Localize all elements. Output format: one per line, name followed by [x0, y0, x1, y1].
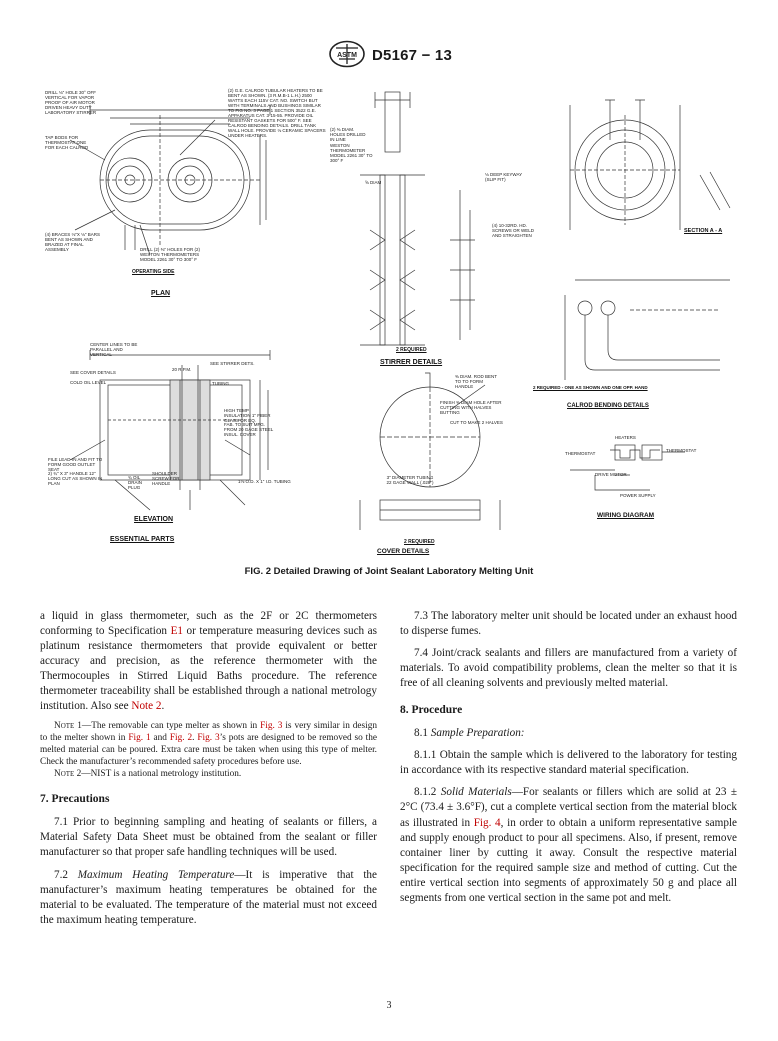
figure-caption: FIG. 2 Detailed Drawing of Joint Sealant Laboratory Melting Unit: [244, 566, 534, 577]
note-finish: FINISH ⅜ DIAM HOLE AFTER CUTTING WITH HALVES BUTTING: [440, 400, 502, 415]
note-see-stirrer: SEE STIRRER DETS.: [210, 361, 255, 366]
note-fab: FAB. TO SUIT MFG. FROM 20 GAGE STEEL INSUL. COVER: [224, 422, 274, 437]
note-2: Note 2—NIST is a national metrology institution.: [54, 769, 242, 780]
title-calrod-bending: CALROD BENDING DETAILS: [567, 403, 649, 409]
label-thermostat-left: THERMOSTAT: [565, 451, 596, 456]
note-1: Note 1—The removable can type melter as shown in Fig. 3 is very similar in design to the melter shown in Fig. 1 and Fig. 2. Fig. 3’s pots are designed to be removed so the melted material can be poured. Extra care must be taken when using this type of melter. Check the manufacturer’s recommended safety procedures before use.: [40, 721, 378, 768]
paragraph-7-4: 7.4 Joint/crack sealants and fillers are manufactured from a variety of materials. To avoid compatibility problems, clean the melter so that it is free of all cleaning solvents and previously melted material.: [400, 647, 737, 690]
svg-text:ASTM: ASTM: [337, 52, 357, 59]
link-fig-2[interactable]: Fig. 2: [169, 733, 193, 744]
note-shoulder: SHOULDER SCREW FOR HANDLE: [152, 471, 180, 486]
paragraph-8-1-2: 8.1.2 Solid Materials—For sealants or fillers which are solid at 23 ± 2°C (73.4 ± 3.6°F), cut a complete vertical section from the material block as illustrated in Fig. 4, in order to obtain a uniform representative sample and supply enough product to pour all specimens. Also, if present, remove container liner by cutting it away. Consult the respective material specification for the required sample size and method of cutting. Cut the entire vertical section into segments of approximately 50 g and place all segments from one vertical section in the same pot and melt.: [400, 786, 737, 904]
note-see-cover: SEE COVER DETAILS: [70, 370, 116, 375]
note-braces: (4) BRACES ⅛"X ⅛" BARS BENT AS SHOWN AND BRAZED AT FINAL ASSEMBLY: [45, 232, 100, 252]
link-e1[interactable]: E1: [170, 625, 183, 638]
title-essential-parts: ESSENTIAL PARTS: [110, 536, 175, 543]
note-drain: ¾ OIL DRAIN PLUG: [128, 475, 143, 490]
label-power-supply: POWER SUPPLY: [620, 493, 656, 498]
paragraph-thermometer: a liquid in glass thermometer, such as the 2F or 2C thermometers conforming to Specification E1 or temperature measuring devices such as platinum resistance thermometers that provide equivalent or better accuracy and precision, as the reference thermometer with the Thermocouples in Stirred Liquid Baths procedure. The reference thermometer traceability shall be established through a national metrology institution. Also see Note 2.: [40, 610, 377, 713]
note-rpm: 20 R.P.M.: [172, 367, 192, 372]
paragraph-7-3: 7.3 The laboratory melter unit should be located under an exhaust hood to disperse fumes.: [400, 610, 737, 638]
title-cover-required: 2 REQUIRED: [404, 539, 435, 545]
paragraph-7-2: 7.2 Maximum Heating Temperature—It is imperative that the manufacturer’s maximum heating temperatures be obtained for the material to be evaluated. The temperature of the material must not exceed the maximum heating temperature.: [40, 868, 377, 926]
link-note-2[interactable]: Note 2: [131, 700, 162, 713]
note-od-tubing: 1⅛ O.D. X 1" I.D. TUBING: [238, 479, 291, 484]
note-rod-bent: ⅜ DIAM. ROD BENT TO TO FORM HANDLE: [455, 374, 497, 389]
page-header: [0, 40, 778, 80]
right-column: [400, 609, 737, 906]
stirrer-view: [360, 92, 475, 345]
note-center-lines: CENTER LINES TO BE PARALLEL AND VERTICAL: [90, 342, 138, 357]
note-weston: WESTON THERMOMETER MODEL 2261 30° TO 300° F: [330, 143, 373, 163]
title-stirrer-details: STIRRER DETAILS: [380, 359, 443, 366]
paragraph-7-1: 7.1 Prior to beginning sampling and heating of sealants or fillers, a Material Safety Data Sheet must be obtained from the sealant or filler manufacturer so that proper safe handling techniques will be used.: [40, 816, 377, 859]
section-aa-view: [570, 100, 730, 230]
title-wiring-diagram: WIRING DIAGRAM: [597, 512, 655, 519]
page-number: 3: [386, 1000, 392, 1011]
designation: D5167 − 13: [372, 47, 452, 64]
title-calrod-required: 2 REQUIRED - ONE AS SHOWN AND ONE OPP. HAND: [533, 385, 648, 390]
note-keyway: ⅛ DEEP KEYWAY (SLIP FIT): [485, 172, 523, 182]
cover-view: [360, 373, 500, 530]
paragraph-8-1: 8.1 Sample Preparation:: [414, 727, 525, 740]
note-calrod-heaters: (2) G.E. CALROD TUBULAR HEATERS TO BE BENT AS SHOWN. (3 R.M.B-1 L.H.) 2500 WATTS EACH 115V CAT. NO. SWITCH BUT WITH TERMINALS AND BUSHINGS SIMILAR TO FIG NO. 3 PAGE 1 SECTION 3522 G.E. APPARATUS CAT. 3-15-55. PROVIDE OIL RESISTANT GASKETS FOR 500° F. SEE CALROD BENDING DETAILS. DRILL TANK WALL HOLE. PROVIDE ⅛ CERAMIC SPACERS UNDER HEATERS.: [228, 88, 326, 138]
note-tap-bods: TAP BODS FOR THERMOSTAT ONE FOR EACH CALROD: [45, 135, 89, 150]
note-tubing-dia: 3" DIAMETER TUBING 22 GAGE WALL (.028"): [386, 475, 434, 485]
title-cover-details: COVER DETAILS: [377, 548, 430, 555]
note-cold-oil: COLD OIL LEVEL: [70, 380, 107, 385]
technical-drawing: [30, 80, 748, 560]
title-section-aa: SECTION A - A: [684, 228, 723, 234]
paragraph-8-1-1: 8.1.1 Obtain the sample which is delivered to the laboratory for testing in accordance with its respective standard material specification.: [400, 749, 737, 777]
label-heaters: HEATERS: [615, 435, 636, 440]
link-fig-1[interactable]: Fig. 1: [128, 733, 151, 744]
note-cut-halves: CUT TO MAKE 2 HALVES: [450, 420, 503, 425]
note-handle: 2) ¾" X 3" HANDLE 12" LONG CUT AS SHOWN IN PLAN: [48, 471, 103, 486]
label-drive-motor: DRIVE MOTOR: [595, 472, 627, 477]
title-operating-side: OPERATING SIDE: [132, 269, 175, 275]
note-file-lead: FILE LEAD-IN AND FIT TO FORM GOOD OUTLET SEAT: [48, 457, 103, 472]
title-plan: PLAN: [151, 290, 171, 297]
heading-procedure: 8. Procedure: [400, 704, 463, 717]
heading-precautions: 7. Precautions: [40, 793, 110, 806]
calrod-view: [565, 280, 730, 380]
title-elevation: ELEVATION: [134, 516, 174, 523]
note-holes-drilled: (2) ⅜ DIAM. HOLES DRILLED IN LINE: [330, 127, 366, 142]
note-drill-thermo: DRILL (2) ⅜" HOLES FOR (2) WESTON THERMOMETERS MODEL 2261 30° TO 300° F: [140, 247, 200, 262]
note-drill-hole: DRILL ⅛" HOLE 30° OFF VERTICAL FOR VAPOR PROOF OF AIR MOTOR DRIVEN HEAVY DUTY LABORATORY STIRRER: [45, 90, 97, 115]
left-column: [40, 609, 377, 928]
note-diam: ⅝ DIAM: [365, 180, 382, 185]
title-stirrer-required: 2 REQUIRED: [396, 347, 427, 353]
link-fig-3[interactable]: Fig. 3: [260, 721, 283, 732]
note-screws: (4) 10-32RD. HD. SCREWS OR WELD AND STRAIGHTEN: [492, 223, 535, 238]
note-insulation: HIGH TEMP INSULATION 1" FIBER GLASS OR EQ.: [224, 408, 271, 423]
link-fig-4[interactable]: Fig. 4: [473, 816, 501, 829]
link-fig-3b[interactable]: Fig. 3: [197, 733, 220, 744]
note-tubing: TUBING: [212, 381, 230, 386]
label-thermostat-right: THERMOSTAT: [666, 448, 697, 453]
astm-logo: [328, 40, 366, 68]
